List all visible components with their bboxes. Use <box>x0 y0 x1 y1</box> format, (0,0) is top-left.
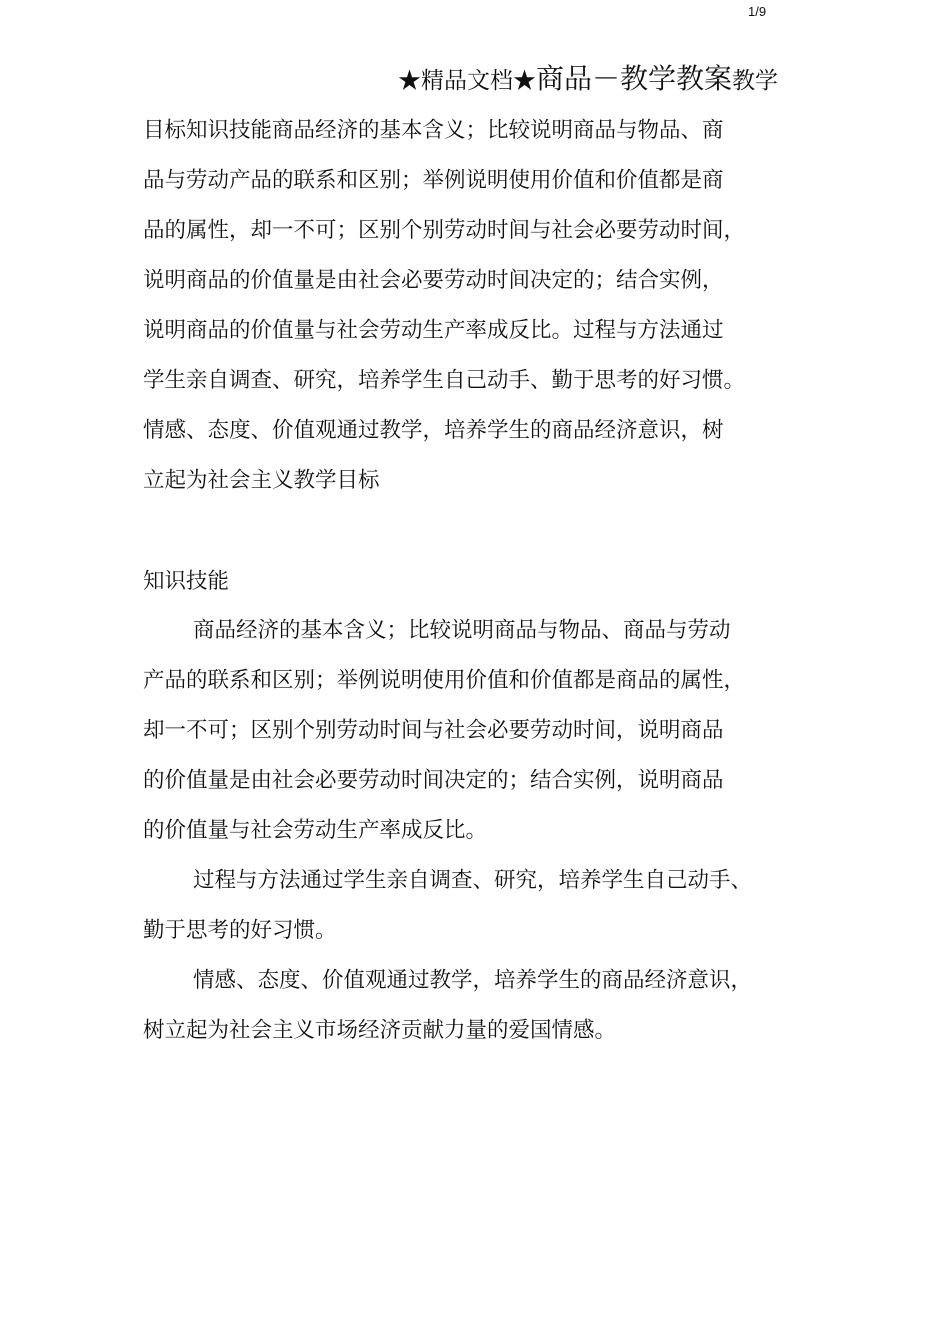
knowledge-line: 的价值量是由社会必要劳动时间决定的；结合实例，说明商品 <box>143 768 724 793</box>
intro-line: 目标知识技能商品经济的基本含义；比较说明商品与物品、商 <box>143 118 724 143</box>
document-title <box>398 60 778 100</box>
title-mark: ★精品文档★ <box>398 68 536 94</box>
intro-line: 立起为社会主义教学目标 <box>143 468 380 493</box>
emotion-line: 树立起为社会主义市场经济贡献力量的爱国情感。 <box>143 1018 617 1043</box>
intro-line: 品与劳动产品的联系和区别；举例说明使用价值和价值都是商 <box>143 168 724 193</box>
knowledge-line: 的价值量与社会劳动生产率成反比。 <box>143 818 488 843</box>
section-heading: 知识技能 <box>143 569 230 594</box>
knowledge-line: 商品经济的基本含义；比较说明商品与物品、商品与劳动 <box>193 618 731 643</box>
process-line: 过程与方法通过学生亲自调查、研究，培养学生自己动手、 <box>193 868 753 893</box>
page-number: 1/9 <box>748 4 767 19</box>
knowledge-line: 产品的联系和区别；举例说明使用价值和价值都是商品的属性， <box>143 668 746 693</box>
emotion-line: 情感、态度、价值观通过教学，培养学生的商品经济意识， <box>193 968 753 993</box>
intro-line: 说明商品的价值量是由社会必要劳动时间决定的；结合实例， <box>143 268 724 293</box>
intro-line: 情感、态度、价值观通过教学，培养学生的商品经济意识，树 <box>143 418 724 443</box>
intro-line: 品的属性，却一不可；区别个别劳动时间与社会必要劳动时间， <box>143 218 746 243</box>
intro-line: 学生亲自调查、研究，培养学生自己动手、勤于思考的好习惯。 <box>143 368 746 393</box>
intro-paragraph <box>143 106 823 506</box>
section-body <box>143 606 823 1056</box>
knowledge-line: 却一不可；区别个别劳动时间与社会必要劳动时间，说明商品 <box>143 718 724 743</box>
intro-line: 说明商品的价值量与社会劳动生产率成反比。过程与方法通过 <box>143 318 724 343</box>
title-main: 商品－教学教案 <box>536 62 733 95</box>
title-tail: 教学 <box>732 68 779 94</box>
process-line: 勤于思考的好习惯。 <box>143 918 337 943</box>
